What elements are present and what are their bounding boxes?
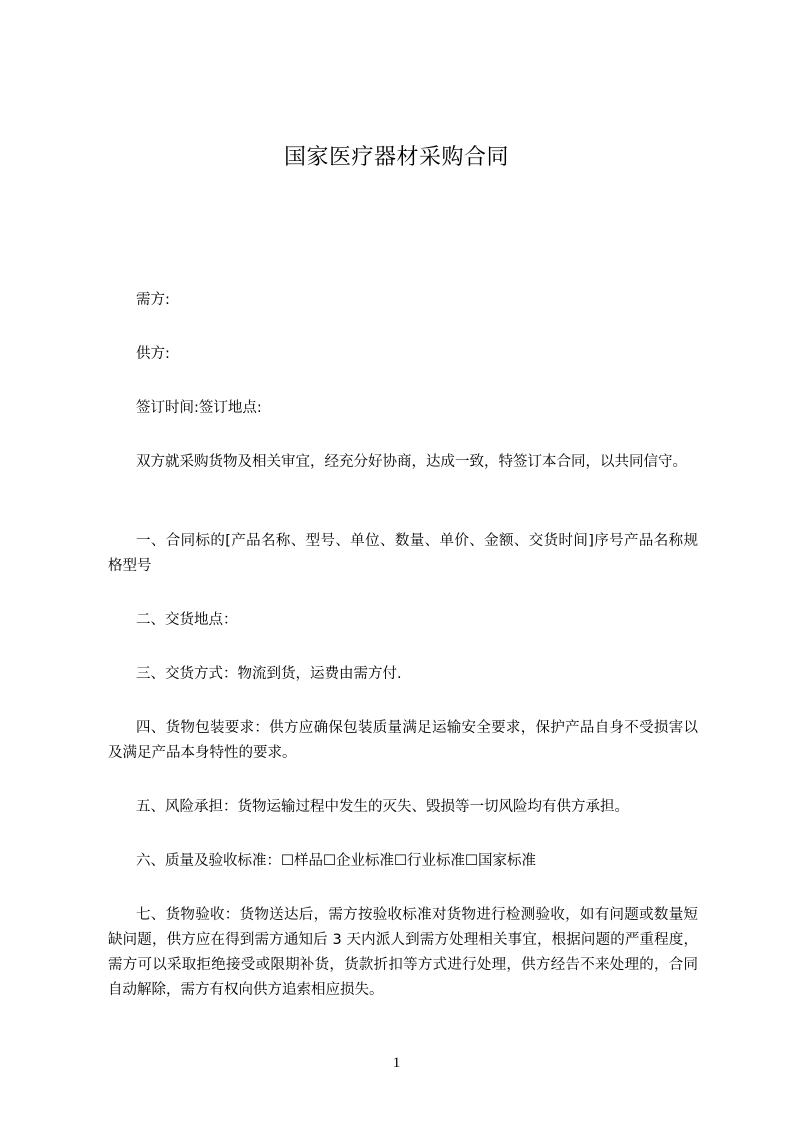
party-supplier: 供方: (136, 346, 170, 362)
clause-1-subject: 一、合同标的[产品名称、型号、单位、数量、单价、金额、交货时间]序号产品名称规格型号 (108, 533, 698, 574)
clause-2-delivery-place: 二、交货地点： (136, 612, 238, 628)
clause-6-quality-standard: 六、质量及验收标准：☐样品☐企业标准☐行业标准☐国家标准 (136, 853, 536, 869)
clause-4-packaging: 四、货物包装要求：供方应确保包装质量满足运输安全要求，保护产品自身不受损害以及满足产品本身特性的要求。 (108, 720, 698, 761)
clause-3-delivery-method: 三、交货方式：物流到货，运费由需方付. (136, 666, 402, 682)
clause-5-risk: 五、风险承担：货物运输过程中发生的灭失、毁损等一切风险均有供方承担。 (136, 799, 629, 815)
preamble-paragraph: 双方就采购货物及相关审宜，经充分好协商，达成一致，特签订本合同，以共同信守。 (136, 454, 687, 470)
clause-7-acceptance: 七、货物验收：货物送达后，需方按验收标准对货物进行检测验收，如有问题或数量短缺问题，供方应在得到需方通知后 3 天内派人到需方处理相关事宜，根据问题的严重程度，需方可以采取拒绝接受或限期补货，货款折扣等方式进行处理，供方经告不来处理的，合同自动解除，需方有权向供方追索相应损失。 (108, 907, 698, 998)
page-number: 1 (392, 1055, 401, 1071)
signing-time-place: 签订时间:签订地点: (136, 400, 262, 416)
party-buyer: 需方: (136, 292, 170, 308)
document-title: 国家医疗器材采购合同 (283, 145, 509, 170)
